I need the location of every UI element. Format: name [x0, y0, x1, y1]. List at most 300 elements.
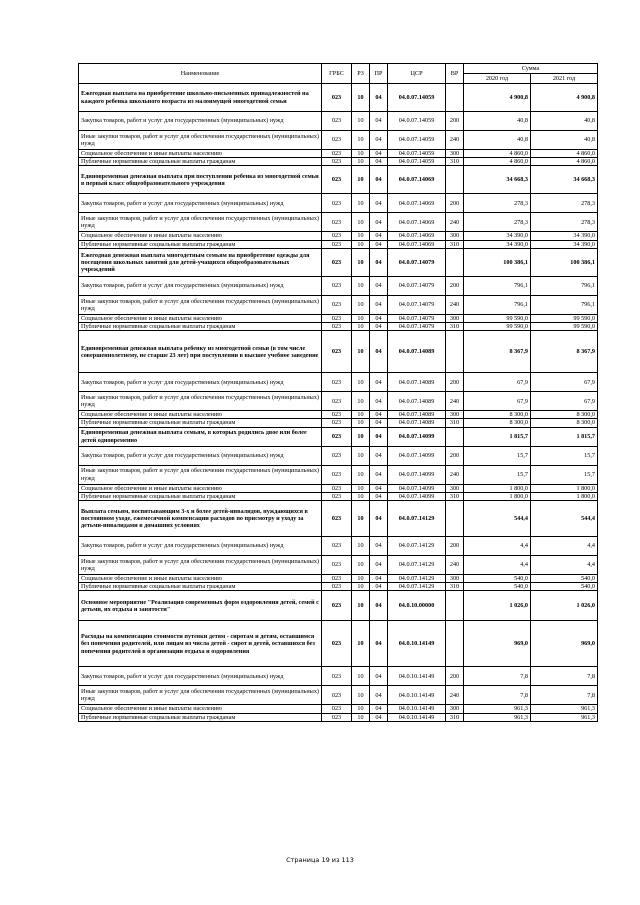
cell-sum-2021: 100 386,1 — [531, 248, 598, 276]
cell-pr: 04 — [370, 583, 388, 591]
cell-csr: 04.0.07.14089 — [388, 373, 446, 392]
cell-grbs: 023 — [322, 295, 352, 314]
header-grbs: ГРБС — [322, 64, 352, 84]
table-body — [79, 84, 598, 722]
cell-sum-2020: 100 386,1 — [464, 248, 531, 276]
cell-name: Иные закупки товаров, работ и услуг для обеспечения государственных (муниципальных) нужд — [79, 131, 322, 150]
cell-csr: 04.0.07.14129 — [388, 556, 446, 575]
cell-rz: 10 — [352, 465, 370, 484]
cell-pr: 04 — [370, 112, 388, 131]
cell-rz: 10 — [352, 373, 370, 392]
cell-rz: 10 — [352, 591, 370, 621]
cell-name: Единовременная денежная выплата семьям, в которых родились двое или более детей одновременно — [79, 427, 322, 446]
cell-rz: 10 — [352, 166, 370, 194]
cell-name: Публичные нормативные социальные выплаты гражданам — [79, 323, 322, 331]
header-rz: РЗ — [352, 64, 370, 84]
cell-grbs: 023 — [322, 537, 352, 556]
cell-vr: 310 — [446, 323, 464, 331]
cell-name: Расходы на компенсацию стоимости путевки детям - сиротам и детям, оставшимся без попечения родителей, или лицам из числа детей - сирот и детей, оставшихся без попечения родителей в организации отдыха и оздоровления — [79, 621, 322, 667]
cell-csr: 04.0.07.14129 — [388, 501, 446, 537]
cell-name: Иные закупки товаров, работ и услуг для обеспечения государственных (муниципальных) нужд — [79, 686, 322, 705]
cell-csr: 04.0.07.14079 — [388, 276, 446, 295]
cell-pr: 04 — [370, 591, 388, 621]
cell-name: Единовременная денежная выплата при поступлении ребенка из многодетной семьи в первый класс общеобразовательного учреждения — [79, 166, 322, 194]
cell-name: Закупка товаров, работ и услуг для государственных (муниципальных) нужд — [79, 194, 322, 213]
cell-grbs: 023 — [322, 621, 352, 667]
table-row — [79, 501, 598, 537]
cell-csr: 04.0.10.14149 — [388, 713, 446, 721]
cell-pr: 04 — [370, 419, 388, 427]
cell-rz: 10 — [352, 583, 370, 591]
table-row — [79, 667, 598, 686]
table-row — [79, 240, 598, 248]
cell-grbs: 023 — [322, 194, 352, 213]
cell-name: Социальное обеспечение и иные выплаты населению — [79, 232, 322, 240]
header-csr: ЦСР — [388, 64, 446, 84]
cell-csr: 04.0.07.14099 — [388, 427, 446, 446]
cell-csr: 04.0.07.14089 — [388, 392, 446, 411]
header-year-2021: 2021 год — [531, 74, 598, 84]
cell-csr: 04.0.10.00000 — [388, 591, 446, 621]
cell-pr: 04 — [370, 240, 388, 248]
table-row — [79, 713, 598, 721]
cell-grbs: 023 — [322, 323, 352, 331]
cell-grbs: 023 — [322, 232, 352, 240]
cell-name: Закупка товаров, работ и услуг для государственных (муниципальных) нужд — [79, 446, 322, 465]
cell-csr: 04.0.07.14129 — [388, 575, 446, 583]
cell-csr: 04.0.07.14129 — [388, 537, 446, 556]
cell-csr: 04.0.07.14079 — [388, 295, 446, 314]
table-row — [79, 131, 598, 150]
cell-vr — [446, 427, 464, 446]
cell-sum-2020: 796,1 — [464, 295, 531, 314]
table-row — [79, 295, 598, 314]
cell-rz: 10 — [352, 686, 370, 705]
table-row — [79, 465, 598, 484]
cell-name: Социальное обеспечение и иные выплаты населению — [79, 314, 322, 322]
cell-sum-2020: 961,3 — [464, 705, 531, 713]
cell-sum-2020: 4 860,0 — [464, 158, 531, 166]
cell-vr: 200 — [446, 112, 464, 131]
cell-sum-2020: 15,7 — [464, 465, 531, 484]
cell-vr: 300 — [446, 705, 464, 713]
cell-csr: 04.0.10.14149 — [388, 667, 446, 686]
cell-csr: 04.0.07.14079 — [388, 323, 446, 331]
cell-pr: 04 — [370, 484, 388, 492]
cell-name: Иные закупки товаров, работ и услуг для обеспечения государственных (муниципальных) нужд — [79, 465, 322, 484]
table-row — [79, 411, 598, 419]
cell-grbs: 023 — [322, 213, 352, 232]
cell-csr: 04.0.07.14059 — [388, 112, 446, 131]
cell-sum-2020: 1 815,7 — [464, 427, 531, 446]
cell-grbs: 023 — [322, 686, 352, 705]
cell-csr: 04.0.07.14089 — [388, 419, 446, 427]
cell-sum-2020: 8 300,0 — [464, 411, 531, 419]
cell-rz: 10 — [352, 705, 370, 713]
table-row — [79, 373, 598, 392]
table-row — [79, 158, 598, 166]
cell-rz: 10 — [352, 248, 370, 276]
cell-sum-2020: 40,8 — [464, 131, 531, 150]
table-row — [79, 492, 598, 500]
cell-sum-2021: 67,9 — [531, 392, 598, 411]
cell-vr: 240 — [446, 213, 464, 232]
cell-csr: 04.0.07.14069 — [388, 166, 446, 194]
cell-pr: 04 — [370, 194, 388, 213]
cell-rz: 10 — [352, 501, 370, 537]
cell-grbs: 023 — [322, 166, 352, 194]
cell-vr: 200 — [446, 276, 464, 295]
cell-vr: 310 — [446, 419, 464, 427]
table-row — [79, 591, 598, 621]
table-row — [79, 248, 598, 276]
cell-csr: 04.0.10.14149 — [388, 686, 446, 705]
cell-vr — [446, 248, 464, 276]
cell-pr: 04 — [370, 446, 388, 465]
cell-sum-2020: 67,9 — [464, 392, 531, 411]
cell-pr: 04 — [370, 556, 388, 575]
cell-sum-2021: 4,4 — [531, 537, 598, 556]
cell-sum-2020: 99 590,0 — [464, 314, 531, 322]
table-row — [79, 686, 598, 705]
cell-pr: 04 — [370, 392, 388, 411]
cell-sum-2020: 67,9 — [464, 373, 531, 392]
cell-pr: 04 — [370, 213, 388, 232]
cell-vr: 240 — [446, 556, 464, 575]
cell-grbs: 023 — [322, 331, 352, 373]
table-row — [79, 112, 598, 131]
cell-csr: 04.0.07.14059 — [388, 158, 446, 166]
cell-sum-2021: 278,3 — [531, 194, 598, 213]
cell-pr: 04 — [370, 314, 388, 322]
cell-name: Публичные нормативные социальные выплаты гражданам — [79, 583, 322, 591]
cell-grbs: 023 — [322, 556, 352, 575]
cell-grbs: 023 — [322, 158, 352, 166]
cell-grbs: 023 — [322, 583, 352, 591]
cell-grbs: 023 — [322, 131, 352, 150]
cell-vr — [446, 166, 464, 194]
table-row — [79, 427, 598, 446]
cell-name: Единовременная денежная выплата ребенку из многодетной семьи (в том числе совершеннолетнему, не старше 23 лет) при поступлении в высшее учебное заведение — [79, 331, 322, 373]
cell-csr: 04.0.07.14059 — [388, 131, 446, 150]
cell-rz: 10 — [352, 276, 370, 295]
cell-sum-2021: 8 367,9 — [531, 331, 598, 373]
cell-rz: 10 — [352, 323, 370, 331]
table-row — [79, 84, 598, 112]
cell-pr: 04 — [370, 501, 388, 537]
cell-rz: 10 — [352, 484, 370, 492]
cell-vr: 200 — [446, 194, 464, 213]
cell-sum-2021: 4 860,0 — [531, 158, 598, 166]
cell-pr: 04 — [370, 621, 388, 667]
cell-sum-2020: 540,0 — [464, 583, 531, 591]
cell-grbs: 023 — [322, 411, 352, 419]
cell-grbs: 023 — [322, 84, 352, 112]
cell-sum-2020: 34 668,3 — [464, 166, 531, 194]
cell-vr: 300 — [446, 232, 464, 240]
cell-sum-2021: 4 860,0 — [531, 150, 598, 158]
table-row — [79, 575, 598, 583]
cell-rz: 10 — [352, 232, 370, 240]
cell-grbs: 023 — [322, 667, 352, 686]
cell-grbs: 023 — [322, 392, 352, 411]
cell-vr: 240 — [446, 131, 464, 150]
table-row — [79, 537, 598, 556]
cell-rz: 10 — [352, 150, 370, 158]
cell-rz: 10 — [352, 411, 370, 419]
cell-sum-2021: 278,3 — [531, 213, 598, 232]
cell-pr: 04 — [370, 705, 388, 713]
cell-sum-2020: 34 390,0 — [464, 232, 531, 240]
cell-vr: 300 — [446, 411, 464, 419]
cell-sum-2020: 99 590,0 — [464, 323, 531, 331]
cell-name: Социальное обеспечение и иные выплаты населению — [79, 705, 322, 713]
cell-grbs: 023 — [322, 492, 352, 500]
table-row — [79, 556, 598, 575]
cell-rz: 10 — [352, 194, 370, 213]
table-row — [79, 150, 598, 158]
budget-table-container — [78, 63, 597, 722]
cell-sum-2021: 7,8 — [531, 686, 598, 705]
cell-grbs: 023 — [322, 419, 352, 427]
cell-vr: 300 — [446, 314, 464, 322]
table-row — [79, 276, 598, 295]
cell-sum-2020: 544,4 — [464, 501, 531, 537]
page-footer — [0, 856, 640, 864]
table-row — [79, 213, 598, 232]
cell-csr: 04.0.07.14089 — [388, 411, 446, 419]
cell-grbs: 023 — [322, 484, 352, 492]
cell-pr: 04 — [370, 276, 388, 295]
budget-table — [78, 63, 598, 722]
cell-rz: 10 — [352, 240, 370, 248]
cell-grbs: 023 — [322, 575, 352, 583]
cell-rz: 10 — [352, 713, 370, 721]
cell-sum-2020: 4 900,8 — [464, 84, 531, 112]
cell-pr: 04 — [370, 667, 388, 686]
cell-grbs: 023 — [322, 150, 352, 158]
cell-name: Ежегодная выплата на приобретение школьно-письменных принадлежностей на каждого ребенка школьного возраста из малоимущей многодетной семьи — [79, 84, 322, 112]
cell-sum-2021: 4,4 — [531, 556, 598, 575]
cell-sum-2020: 8 300,0 — [464, 419, 531, 427]
cell-csr: 04.0.07.14069 — [388, 232, 446, 240]
cell-name: Закупка товаров, работ и услуг для государственных (муниципальных) нужд — [79, 537, 322, 556]
cell-rz: 10 — [352, 131, 370, 150]
cell-vr: 310 — [446, 240, 464, 248]
cell-rz: 10 — [352, 158, 370, 166]
cell-rz: 10 — [352, 419, 370, 427]
cell-sum-2021: 8 300,0 — [531, 411, 598, 419]
cell-grbs: 023 — [322, 713, 352, 721]
cell-grbs: 023 — [322, 705, 352, 713]
cell-rz: 10 — [352, 112, 370, 131]
cell-pr: 04 — [370, 131, 388, 150]
cell-sum-2020: 4,4 — [464, 537, 531, 556]
cell-sum-2020: 7,8 — [464, 686, 531, 705]
cell-csr: 04.0.07.14079 — [388, 248, 446, 276]
cell-sum-2020: 1 026,0 — [464, 591, 531, 621]
cell-rz: 10 — [352, 213, 370, 232]
cell-rz: 10 — [352, 392, 370, 411]
cell-sum-2021: 544,4 — [531, 501, 598, 537]
cell-pr: 04 — [370, 150, 388, 158]
cell-pr: 04 — [370, 84, 388, 112]
table-row — [79, 484, 598, 492]
cell-vr — [446, 84, 464, 112]
cell-pr: 04 — [370, 373, 388, 392]
cell-sum-2020: 278,3 — [464, 213, 531, 232]
cell-sum-2021: 1 026,0 — [531, 591, 598, 621]
cell-csr: 04.0.10.14149 — [388, 621, 446, 667]
cell-name: Закупка товаров, работ и услуг для государственных (муниципальных) нужд — [79, 276, 322, 295]
cell-name: Основное мероприятие "Реализация современных форм оздоровления детей, семей с детьми, их отдыха и занятости" — [79, 591, 322, 621]
cell-rz: 10 — [352, 84, 370, 112]
cell-name: Иные закупки товаров, работ и услуг для обеспечения государственных (муниципальных) нужд — [79, 392, 322, 411]
cell-pr: 04 — [370, 575, 388, 583]
cell-sum-2020: 34 390,0 — [464, 240, 531, 248]
cell-rz: 10 — [352, 314, 370, 322]
cell-vr: 200 — [446, 537, 464, 556]
cell-sum-2020: 40,8 — [464, 112, 531, 131]
cell-grbs: 023 — [322, 501, 352, 537]
cell-name: Публичные нормативные социальные выплаты гражданам — [79, 419, 322, 427]
cell-name: Иные закупки товаров, работ и услуг для обеспечения государственных (муниципальных) нужд — [79, 295, 322, 314]
cell-sum-2021: 1 815,7 — [531, 427, 598, 446]
cell-grbs: 023 — [322, 240, 352, 248]
cell-sum-2021: 34 390,0 — [531, 232, 598, 240]
cell-vr: 300 — [446, 150, 464, 158]
cell-sum-2021: 1 800,0 — [531, 492, 598, 500]
cell-vr: 300 — [446, 575, 464, 583]
cell-name: Публичные нормативные социальные выплаты гражданам — [79, 158, 322, 166]
cell-vr: 240 — [446, 465, 464, 484]
cell-grbs: 023 — [322, 465, 352, 484]
cell-pr: 04 — [370, 427, 388, 446]
cell-csr: 04.0.10.14149 — [388, 705, 446, 713]
cell-name: Иные закупки товаров, работ и услуг для обеспечения государственных (муниципальных) нужд — [79, 556, 322, 575]
cell-name: Социальное обеспечение и иные выплаты населению — [79, 484, 322, 492]
cell-sum-2021: 40,8 — [531, 131, 598, 150]
cell-sum-2021: 99 590,0 — [531, 323, 598, 331]
cell-vr: 240 — [446, 686, 464, 705]
cell-pr: 04 — [370, 713, 388, 721]
cell-sum-2020: 796,1 — [464, 276, 531, 295]
cell-pr: 04 — [370, 232, 388, 240]
cell-vr: 310 — [446, 158, 464, 166]
table-row — [79, 232, 598, 240]
cell-csr: 04.0.07.14099 — [388, 484, 446, 492]
cell-grbs: 023 — [322, 314, 352, 322]
cell-name: Закупка товаров, работ и услуг для государственных (муниципальных) нужд — [79, 667, 322, 686]
cell-rz: 10 — [352, 537, 370, 556]
cell-sum-2021: 1 800,0 — [531, 484, 598, 492]
cell-name: Иные закупки товаров, работ и услуг для обеспечения государственных (муниципальных) нужд — [79, 213, 322, 232]
header-name: Наименование — [79, 64, 322, 84]
cell-rz: 10 — [352, 295, 370, 314]
cell-rz: 10 — [352, 446, 370, 465]
header-pr: ПР — [370, 64, 388, 84]
cell-sum-2021: 34 390,0 — [531, 240, 598, 248]
cell-sum-2020: 1 800,0 — [464, 484, 531, 492]
cell-grbs: 023 — [322, 276, 352, 295]
cell-csr: 04.0.07.14099 — [388, 446, 446, 465]
cell-name: Закупка товаров, работ и услуг для государственных (муниципальных) нужд — [79, 112, 322, 131]
table-row — [79, 194, 598, 213]
cell-pr: 04 — [370, 166, 388, 194]
cell-vr: 240 — [446, 295, 464, 314]
cell-csr: 04.0.07.14099 — [388, 492, 446, 500]
table-row — [79, 621, 598, 667]
cell-sum-2021: 969,0 — [531, 621, 598, 667]
cell-grbs: 023 — [322, 591, 352, 621]
cell-name: Социальное обеспечение и иные выплаты населению — [79, 150, 322, 158]
cell-rz: 10 — [352, 331, 370, 373]
cell-vr: 200 — [446, 373, 464, 392]
cell-rz: 10 — [352, 575, 370, 583]
cell-sum-2020: 4 860,0 — [464, 150, 531, 158]
cell-pr: 04 — [370, 248, 388, 276]
cell-sum-2021: 15,7 — [531, 446, 598, 465]
cell-rz: 10 — [352, 556, 370, 575]
cell-sum-2021: 796,1 — [531, 276, 598, 295]
cell-sum-2021: 7,8 — [531, 667, 598, 686]
table-row — [79, 314, 598, 322]
table-row — [79, 331, 598, 373]
cell-sum-2020: 1 800,0 — [464, 492, 531, 500]
cell-pr: 04 — [370, 331, 388, 373]
cell-sum-2020: 15,7 — [464, 446, 531, 465]
cell-pr: 04 — [370, 686, 388, 705]
header-year-2020: 2020 год — [464, 74, 531, 84]
page-number: Страница 19 из 113 — [286, 856, 354, 864]
cell-sum-2021: 961,3 — [531, 705, 598, 713]
table-row — [79, 166, 598, 194]
cell-sum-2021: 99 590,0 — [531, 314, 598, 322]
cell-sum-2021: 540,0 — [531, 583, 598, 591]
cell-csr: 04.0.07.14079 — [388, 314, 446, 322]
header-sum: Сумма — [464, 64, 598, 74]
cell-sum-2021: 961,3 — [531, 713, 598, 721]
cell-csr: 04.0.07.14059 — [388, 150, 446, 158]
cell-vr: 240 — [446, 392, 464, 411]
cell-sum-2021: 34 668,3 — [531, 166, 598, 194]
cell-csr: 04.0.07.14059 — [388, 84, 446, 112]
cell-name: Социальное обеспечение и иные выплаты населению — [79, 411, 322, 419]
cell-sum-2020: 961,3 — [464, 713, 531, 721]
cell-csr: 04.0.07.14069 — [388, 194, 446, 213]
cell-pr: 04 — [370, 411, 388, 419]
cell-vr — [446, 621, 464, 667]
cell-name: Социальное обеспечение и иные выплаты населению — [79, 575, 322, 583]
cell-grbs: 023 — [322, 112, 352, 131]
cell-vr: 300 — [446, 484, 464, 492]
cell-csr: 04.0.07.14099 — [388, 465, 446, 484]
cell-vr: 200 — [446, 446, 464, 465]
cell-grbs: 023 — [322, 373, 352, 392]
cell-sum-2021: 8 300,0 — [531, 419, 598, 427]
cell-vr — [446, 591, 464, 621]
header-vr: ВР — [446, 64, 464, 84]
cell-sum-2021: 540,0 — [531, 575, 598, 583]
table-row — [79, 446, 598, 465]
cell-sum-2021: 67,9 — [531, 373, 598, 392]
cell-name: Публичные нормативные социальные выплаты гражданам — [79, 713, 322, 721]
cell-name: Выплата семьям, воспитывающим 3-х и более детей-инвалидов, нуждающихся в постоянном уходе, ежемесячной компенсации расходов по присмотру и уходу за детьми-инвалидами в домашних условиях — [79, 501, 322, 537]
cell-pr: 04 — [370, 323, 388, 331]
table-row — [79, 392, 598, 411]
cell-pr: 04 — [370, 492, 388, 500]
table-row — [79, 705, 598, 713]
